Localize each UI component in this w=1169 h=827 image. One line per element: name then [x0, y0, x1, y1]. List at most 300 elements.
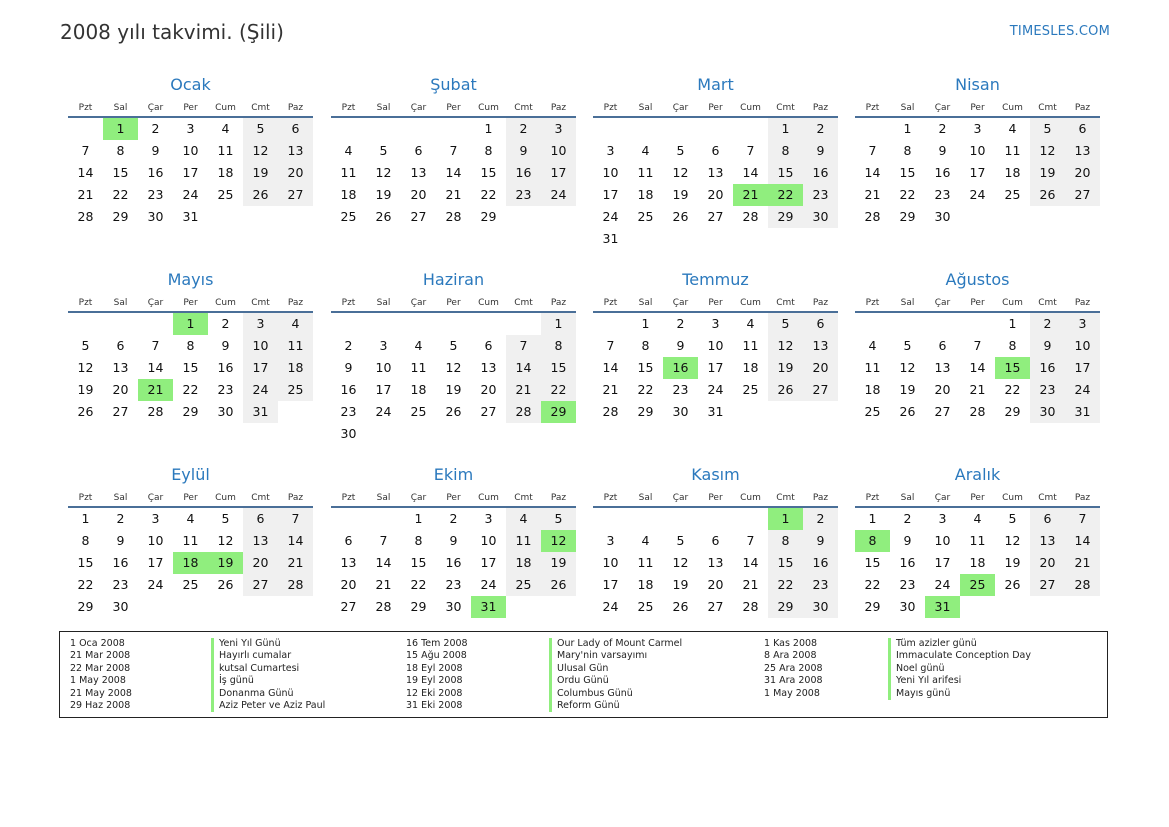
weekday-header [331, 490, 576, 508]
day-cell: 10 [375, 360, 392, 375]
weekend-day-cell: 15 [768, 552, 803, 574]
day-cell: 17 [969, 165, 986, 180]
legend-entry: 12 Eki 2008 [406, 687, 463, 699]
day-cell: 14 [969, 360, 986, 375]
weekday-label: Cum [1002, 298, 1023, 308]
empty-day-cell [243, 206, 278, 228]
weekday-label: Çar [410, 493, 427, 503]
week-row [68, 530, 313, 552]
weekend-day-cell: 30 [1030, 401, 1065, 423]
weekday-label: Per [446, 103, 461, 113]
day-cell: 15 [77, 555, 94, 570]
weekday-label: Cmt [514, 493, 533, 503]
weekday-label: Pzt [865, 103, 880, 113]
weekend-day-cell: 10 [243, 335, 278, 357]
month-name: Haziran [422, 270, 485, 289]
week-row [331, 530, 576, 552]
week-row [331, 140, 576, 162]
day-cell: 30 [672, 404, 689, 419]
day-cell: 21 [77, 187, 94, 202]
weekend-day-cell: 23 [803, 184, 838, 206]
legend-names-3 [888, 638, 1031, 700]
weekend-day-cell: 3 [1065, 313, 1100, 335]
day-cell: 12 [1004, 533, 1021, 548]
day-cell: 28 [147, 404, 164, 419]
day-cell: 26 [77, 404, 94, 419]
week-row [593, 335, 838, 357]
weekend-day-cell: 25 [278, 379, 313, 401]
day-cell: 13 [410, 165, 427, 180]
empty-day-cell [68, 313, 103, 335]
day-cell: 11 [969, 533, 986, 548]
day-cell: 26 [899, 404, 916, 419]
weekend-day-cell: 6 [278, 118, 313, 140]
legend-entry: 18 Eyl 2008 [406, 662, 463, 674]
day-cell: 4 [641, 533, 650, 548]
day-cell: 15 [899, 165, 916, 180]
day-cell: 10 [969, 143, 986, 158]
day-cell: 23 [934, 187, 951, 202]
weekday-label: Per [970, 103, 985, 113]
holiday-day-cell: 21 [733, 184, 768, 206]
weekend-day-cell: 29 [768, 206, 803, 228]
empty-day-cell [541, 596, 576, 618]
weekday-label: Paz [550, 103, 567, 113]
weekday-label: Çar [147, 103, 164, 113]
weekday-label: Pzt [603, 493, 618, 503]
week-row [855, 401, 1100, 423]
week-row [593, 140, 838, 162]
empty-day-cell [960, 596, 995, 618]
weekday-label: Cmt [776, 298, 795, 308]
month-name: Aralık [954, 465, 1001, 484]
month-name: Temmuz [682, 270, 749, 289]
day-cell: 14 [445, 165, 462, 180]
day-cell: 11 [742, 338, 759, 353]
weekend-day-cell: 26 [541, 574, 576, 596]
day-cell: 22 [112, 187, 129, 202]
empty-day-cell [208, 206, 243, 228]
legend-entry: Yeni Yıl Günü [219, 638, 281, 649]
day-cell: 12 [445, 360, 462, 375]
weekend-day-cell: 8 [541, 335, 576, 357]
day-cell: 9 [151, 143, 160, 158]
weekend-day-cell: 2 [803, 508, 838, 530]
day-cell: 10 [934, 533, 951, 548]
empty-day-cell [366, 313, 401, 335]
empty-day-cell [471, 423, 506, 445]
empty-day-cell [278, 206, 313, 228]
weekday-label: Paz [1074, 298, 1091, 308]
day-cell: 12 [672, 555, 689, 570]
weekday-label: Cum [740, 493, 761, 503]
day-cell: 11 [637, 555, 654, 570]
day-cell: 24 [707, 382, 724, 397]
day-cell: 25 [864, 404, 881, 419]
day-cell: 27 [480, 404, 497, 419]
day-cell: 3 [606, 533, 615, 548]
day-cell: 3 [484, 511, 493, 526]
day-cell: 22 [637, 382, 654, 397]
weekday-label: Çar [672, 493, 689, 503]
month-calendar [855, 460, 1100, 618]
weekend-day-cell: 28 [506, 401, 541, 423]
weekday-label: Pzt [78, 493, 93, 503]
legend-entry: 31 Eki 2008 [406, 699, 463, 711]
day-cell: 5 [379, 143, 388, 158]
weekend-day-cell: 16 [803, 552, 838, 574]
weekday-header [855, 100, 1100, 118]
day-cell: 17 [375, 382, 392, 397]
day-cell: 19 [375, 187, 392, 202]
weekday-label: Paz [287, 493, 304, 503]
day-cell: 28 [602, 404, 619, 419]
weekend-day-cell: 12 [1030, 140, 1065, 162]
weekday-label: Cmt [1038, 493, 1057, 503]
day-cell: 25 [742, 382, 759, 397]
empty-day-cell [593, 118, 628, 140]
day-cell: 20 [112, 382, 129, 397]
day-cell: 1 [414, 511, 423, 526]
weekday-label: Paz [287, 103, 304, 113]
weekday-label: Cum [740, 103, 761, 113]
month-calendar [331, 70, 576, 228]
day-cell: 12 [899, 360, 916, 375]
day-cell: 8 [186, 338, 195, 353]
day-cell: 8 [903, 143, 912, 158]
day-cell: 3 [711, 316, 720, 331]
holiday-day-cell: 29 [541, 401, 576, 423]
empty-day-cell [506, 596, 541, 618]
weekend-day-cell: 24 [243, 379, 278, 401]
month-name: Ekim [433, 465, 474, 484]
day-cell: 17 [182, 165, 199, 180]
day-cell: 16 [899, 555, 916, 570]
day-cell: 2 [903, 511, 912, 526]
day-cell: 9 [116, 533, 125, 548]
holiday-day-cell: 15 [995, 357, 1030, 379]
weekend-day-cell: 24 [541, 184, 576, 206]
empty-day-cell [995, 596, 1030, 618]
empty-day-cell [506, 206, 541, 228]
empty-day-cell [733, 118, 768, 140]
day-cell: 5 [449, 338, 458, 353]
weekday-label: Cum [215, 493, 236, 503]
empty-day-cell [663, 228, 698, 250]
day-cell: 9 [221, 338, 230, 353]
day-cell: 11 [1004, 143, 1021, 158]
weekend-day-cell: 7 [278, 508, 313, 530]
legend-entry: 15 Ağu 2008 [406, 650, 467, 662]
day-cell: 26 [672, 599, 689, 614]
weekday-header [593, 295, 838, 313]
week-row [331, 206, 576, 228]
weekend-day-cell: 8 [768, 530, 803, 552]
week-row [855, 357, 1100, 379]
month-name: Mayıs [167, 270, 214, 289]
weekday-label: Per [183, 493, 198, 503]
day-cell: 20 [707, 577, 724, 592]
day-cell: 17 [707, 360, 724, 375]
day-cell: 23 [340, 404, 357, 419]
day-cell: 26 [1004, 577, 1021, 592]
empty-day-cell [698, 228, 733, 250]
weekend-day-cell: 21 [1065, 552, 1100, 574]
legend-entry: 19 Eyl 2008 [406, 675, 463, 687]
weekend-day-cell: 15 [768, 162, 803, 184]
weekday-label: Cum [215, 298, 236, 308]
day-cell: 22 [864, 577, 881, 592]
weekday-label: Pzt [341, 103, 356, 113]
day-cell: 10 [602, 165, 619, 180]
week-row [593, 313, 838, 335]
day-cell: 19 [672, 577, 689, 592]
day-cell: 19 [899, 382, 916, 397]
weekday-label: Cmt [1038, 103, 1057, 113]
day-cell: 1 [484, 121, 493, 136]
day-cell: 27 [340, 599, 357, 614]
week-row [68, 508, 313, 530]
empty-day-cell [506, 423, 541, 445]
weekend-day-cell: 17 [1065, 357, 1100, 379]
holiday-day-cell: 12 [541, 530, 576, 552]
day-cell: 2 [344, 338, 353, 353]
day-cell: 7 [746, 533, 755, 548]
week-row [593, 574, 838, 596]
weekday-label: Pzt [341, 298, 356, 308]
empty-day-cell [1065, 206, 1100, 228]
day-cell: 20 [410, 187, 427, 202]
day-cell: 14 [742, 165, 759, 180]
day-cell: 4 [746, 316, 755, 331]
day-cell: 4 [414, 338, 423, 353]
day-cell: 5 [221, 511, 230, 526]
day-cell: 2 [449, 511, 458, 526]
weekend-day-cell: 31 [243, 401, 278, 423]
holiday-day-cell: 1 [103, 118, 138, 140]
legend-entry: 1 Kas 2008 [764, 638, 818, 649]
month-calendar [593, 460, 838, 618]
weekend-day-cell: 30 [803, 206, 838, 228]
weekend-day-cell: 9 [1030, 335, 1065, 357]
week-row [593, 162, 838, 184]
week-row [331, 162, 576, 184]
day-cell: 26 [217, 577, 234, 592]
weekend-day-cell: 27 [278, 184, 313, 206]
week-row [593, 228, 838, 250]
weekend-day-cell: 24 [1065, 379, 1100, 401]
week-row [331, 335, 576, 357]
weekend-day-cell: 2 [803, 118, 838, 140]
day-cell: 22 [182, 382, 199, 397]
day-cell: 17 [934, 555, 951, 570]
weekend-day-cell: 23 [803, 574, 838, 596]
weekend-day-cell: 20 [803, 357, 838, 379]
week-row [855, 530, 1100, 552]
weekend-day-cell: 12 [768, 335, 803, 357]
empty-day-cell [855, 313, 890, 335]
day-cell: 29 [1004, 404, 1021, 419]
weekend-day-cell: 13 [1065, 140, 1100, 162]
day-cell: 27 [410, 209, 427, 224]
day-cell: 24 [480, 577, 497, 592]
month-calendar [68, 265, 313, 423]
day-cell: 3 [973, 121, 982, 136]
day-cell: 21 [969, 382, 986, 397]
weekend-day-cell: 19 [541, 552, 576, 574]
week-row [331, 596, 576, 618]
weekday-label: Cum [478, 298, 499, 308]
day-cell: 28 [375, 599, 392, 614]
empty-day-cell [541, 423, 576, 445]
weekday-label: Cmt [1038, 298, 1057, 308]
empty-day-cell [331, 313, 366, 335]
day-cell: 2 [938, 121, 947, 136]
weekend-day-cell: 21 [278, 552, 313, 574]
legend-entry: 21 Mar 2008 [70, 650, 131, 662]
weekday-label: Sal [900, 493, 915, 503]
empty-day-cell [593, 313, 628, 335]
day-cell: 4 [186, 511, 195, 526]
weekday-label: Pzt [865, 298, 880, 308]
legend-entry: Noel günü [896, 662, 945, 674]
day-cell: 25 [637, 209, 654, 224]
weekday-label: Sal [113, 493, 128, 503]
empty-day-cell [803, 401, 838, 423]
weekend-day-cell: 5 [1030, 118, 1065, 140]
weekend-day-cell: 23 [1030, 379, 1065, 401]
weekday-label: Pzt [78, 103, 93, 113]
weekend-day-cell: 22 [768, 574, 803, 596]
empty-day-cell [803, 228, 838, 250]
legend-entry: 22 Mar 2008 [70, 662, 131, 674]
day-cell: 31 [182, 209, 199, 224]
day-cell: 18 [969, 555, 986, 570]
week-row [68, 357, 313, 379]
day-cell: 24 [969, 187, 986, 202]
weekday-label: Paz [1074, 103, 1091, 113]
weekend-day-cell: 13 [1030, 530, 1065, 552]
week-row [331, 401, 576, 423]
legend-names-1 [211, 638, 325, 712]
empty-day-cell [890, 313, 925, 335]
day-cell: 10 [147, 533, 164, 548]
day-cell: 3 [379, 338, 388, 353]
holiday-day-cell: 31 [925, 596, 960, 618]
weekday-label: Sal [638, 103, 653, 113]
day-cell: 29 [899, 209, 916, 224]
legend-entry: 1 May 2008 [764, 687, 820, 699]
weekday-label: Paz [550, 493, 567, 503]
day-cell: 17 [602, 577, 619, 592]
weekday-label: Per [446, 493, 461, 503]
month-name: Ocak [170, 75, 211, 94]
day-cell: 1 [1008, 316, 1017, 331]
empty-day-cell [366, 118, 401, 140]
weekday-label: Çar [410, 103, 427, 113]
month-calendar [68, 70, 313, 228]
legend-entry: 1 Oca 2008 [70, 638, 125, 649]
day-cell: 24 [147, 577, 164, 592]
day-cell: 1 [641, 316, 650, 331]
empty-day-cell [733, 508, 768, 530]
empty-day-cell [960, 313, 995, 335]
day-cell: 5 [676, 143, 685, 158]
legend-entry: Yeni Yıl arifesi [896, 675, 962, 687]
day-cell: 21 [742, 577, 759, 592]
day-cell: 23 [217, 382, 234, 397]
week-row [593, 401, 838, 423]
weekend-day-cell: 9 [803, 530, 838, 552]
week-row [331, 552, 576, 574]
week-row [331, 423, 576, 445]
empty-day-cell [541, 206, 576, 228]
weekend-day-cell: 17 [243, 357, 278, 379]
month-calendar [593, 265, 838, 423]
day-cell: 4 [641, 143, 650, 158]
weekend-day-cell: 23 [506, 184, 541, 206]
legend-entry: Hayırlı cumalar [219, 650, 292, 662]
day-cell: 16 [147, 165, 164, 180]
day-cell: 13 [340, 555, 357, 570]
day-cell: 2 [221, 316, 230, 331]
day-cell: 3 [186, 121, 195, 136]
empty-day-cell [436, 118, 471, 140]
weekday-label: Pzt [78, 298, 93, 308]
weekday-label: Sal [900, 103, 915, 113]
week-row [593, 596, 838, 618]
day-cell: 8 [116, 143, 125, 158]
day-cell: 6 [344, 533, 353, 548]
day-cell: 7 [449, 143, 458, 158]
weekday-label: Çar [147, 493, 164, 503]
weekend-day-cell: 27 [1065, 184, 1100, 206]
legend-entry: Our Lady of Mount Carmel [557, 638, 683, 649]
week-row [855, 335, 1100, 357]
week-row [331, 508, 576, 530]
weekend-day-cell: 2 [506, 118, 541, 140]
legend-entry: 25 Ara 2008 [764, 662, 823, 674]
legend-dates-2 [406, 638, 468, 712]
weekend-day-cell: 7 [1065, 508, 1100, 530]
day-cell: 28 [742, 599, 759, 614]
week-row [331, 574, 576, 596]
week-row [593, 530, 838, 552]
day-cell: 16 [340, 382, 357, 397]
weekday-label: Cmt [514, 298, 533, 308]
site-logo[interactable]: TIMESLES.COM [1009, 24, 1110, 39]
weekend-day-cell: 20 [1030, 552, 1065, 574]
week-row [855, 596, 1100, 618]
day-cell: 7 [746, 143, 755, 158]
empty-day-cell [628, 228, 663, 250]
day-cell: 22 [480, 187, 497, 202]
month-calendar [331, 460, 576, 618]
day-cell: 26 [672, 209, 689, 224]
weekday-label: Paz [287, 298, 304, 308]
weekday-label: Cmt [776, 103, 795, 113]
weekday-label: Cmt [251, 493, 270, 503]
day-cell: 8 [484, 143, 493, 158]
weekend-day-cell: 20 [243, 552, 278, 574]
day-cell: 30 [340, 426, 357, 441]
page-title: 2008 yılı takvimi. (Şili) [60, 20, 284, 44]
weekend-day-cell: 8 [768, 140, 803, 162]
weekend-day-cell: 20 [1065, 162, 1100, 184]
day-cell: 5 [676, 533, 685, 548]
day-cell: 25 [217, 187, 234, 202]
legend-entry: 1 May 2008 [70, 675, 126, 687]
